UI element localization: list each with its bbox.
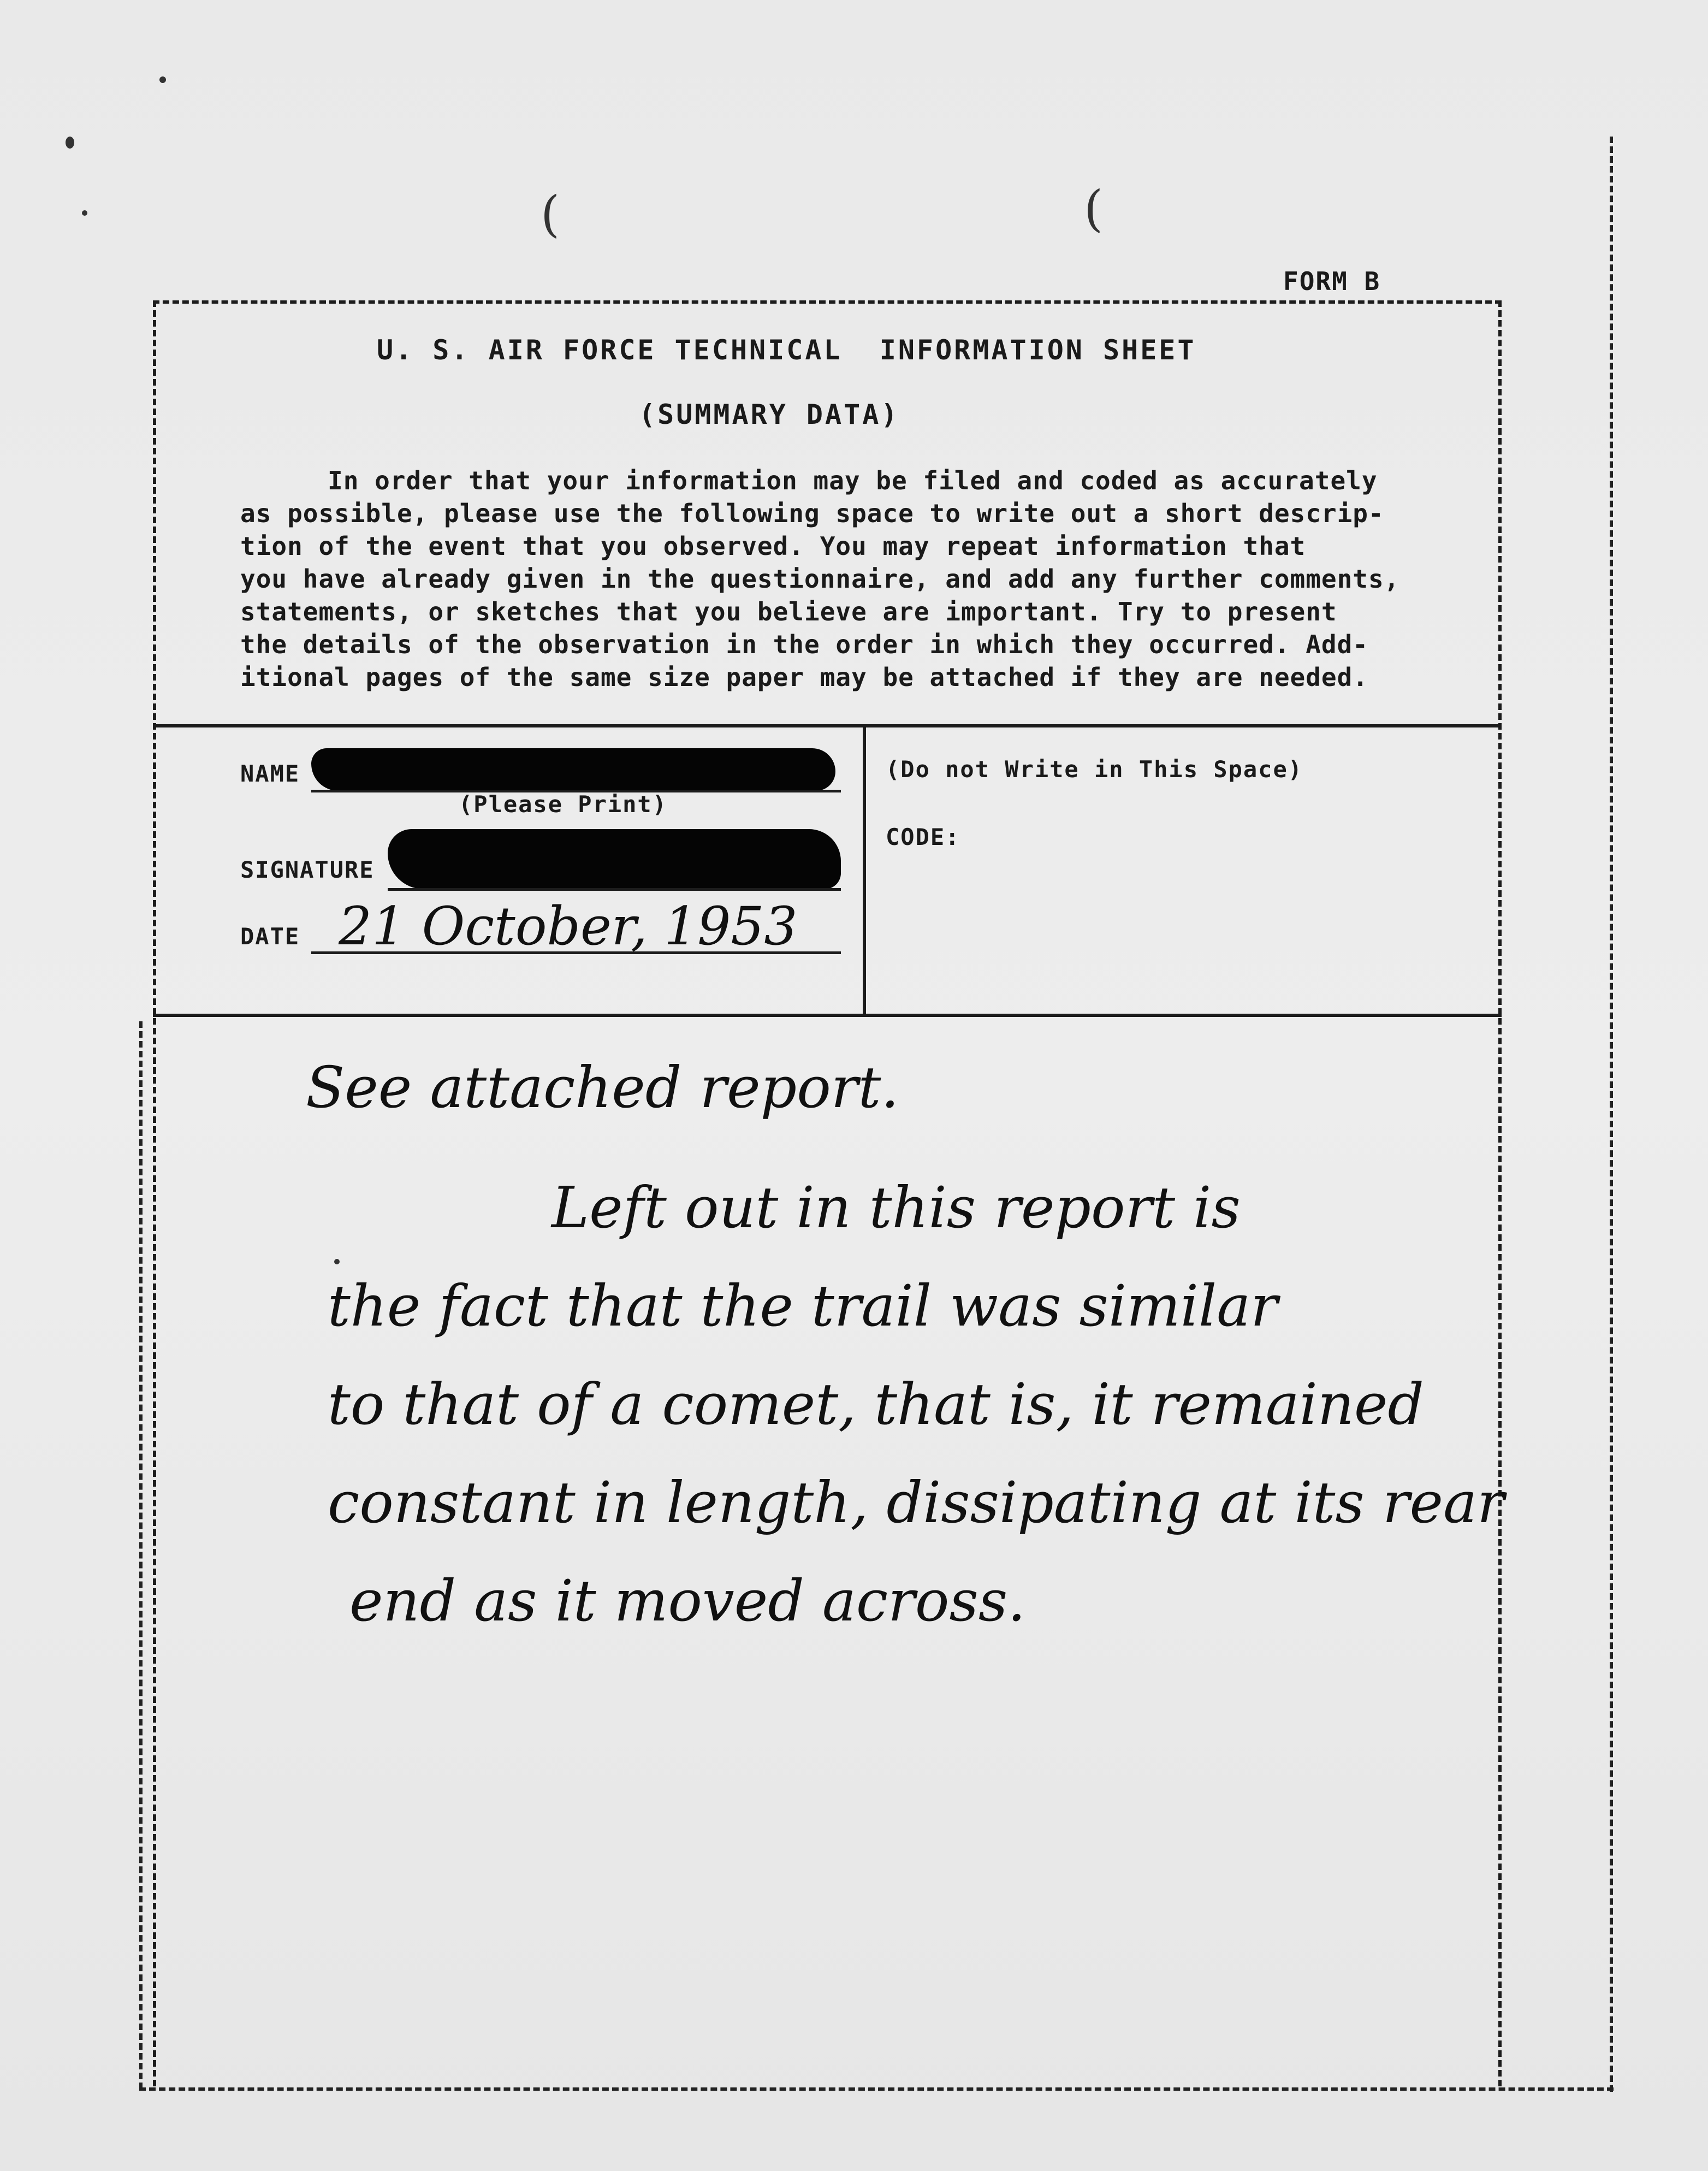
office-use-note: (Do not Write in This Space)	[886, 756, 1303, 783]
narrative-line: to that of a comet, that is, it remained	[328, 1371, 1424, 1438]
date-label: DATE	[240, 923, 300, 950]
instruction-line: itional pages of the same size paper may be attached if they are needed.	[240, 662, 1368, 692]
narrative-line: Left out in this report is	[551, 1174, 1241, 1241]
redaction-name	[311, 748, 835, 791]
divider-vertical	[863, 724, 866, 1014]
name-label: NAME	[240, 760, 300, 787]
stray-mark-left: (	[541, 186, 560, 243]
form-label: FORM B	[1283, 267, 1381, 296]
signature-label: SIGNATURE	[240, 856, 375, 883]
divider-bottom	[153, 1014, 1502, 1017]
code-label: CODE:	[886, 824, 960, 850]
narrative-line: the fact that the trail was similar	[328, 1273, 1278, 1339]
redaction-signature	[388, 829, 841, 889]
instruction-line: the details of the observation in the order in which they occurred. Add-	[240, 630, 1368, 659]
instruction-line: statements, or sketches that you believe are important. Try to present	[240, 597, 1337, 626]
signature-underline	[388, 888, 841, 891]
speck	[66, 137, 74, 149]
narrative-area	[306, 1054, 1562, 1666]
sheet-bottom-edge	[139, 2087, 1614, 2091]
divider-top	[153, 724, 1502, 727]
speck	[159, 76, 166, 83]
date-value: 21 October, 1953	[339, 896, 798, 957]
form-title: U. S. AIR FORCE TECHNICAL INFORMATION SHEET	[377, 334, 1196, 366]
instructions-paragraph	[240, 464, 1474, 694]
narrative-line: See attached report.	[306, 1054, 899, 1121]
date-underline	[311, 951, 841, 954]
sheet-right-edge	[1610, 137, 1616, 2092]
please-print-hint: (Please Print)	[459, 791, 668, 818]
form-subtitle: (SUMMARY DATA)	[639, 399, 900, 430]
stray-mark-right: (	[1084, 180, 1104, 238]
instruction-line: In order that your information may be filed and coded as accurately	[328, 466, 1378, 495]
speck	[82, 210, 87, 216]
instruction-line: as possible, please use the following space to write out a short descrip-	[240, 499, 1384, 528]
sheet-left-edge	[139, 1021, 143, 2089]
narrative-line: end as it moved across.	[349, 1567, 1026, 1634]
instruction-line: you have already given in the questionnaire, and add any further comments,	[240, 564, 1400, 594]
instruction-line: tion of the event that you observed. You may repeat information that	[240, 531, 1306, 561]
narrative-line: constant in length, dissipating at its rear	[328, 1469, 1504, 1536]
